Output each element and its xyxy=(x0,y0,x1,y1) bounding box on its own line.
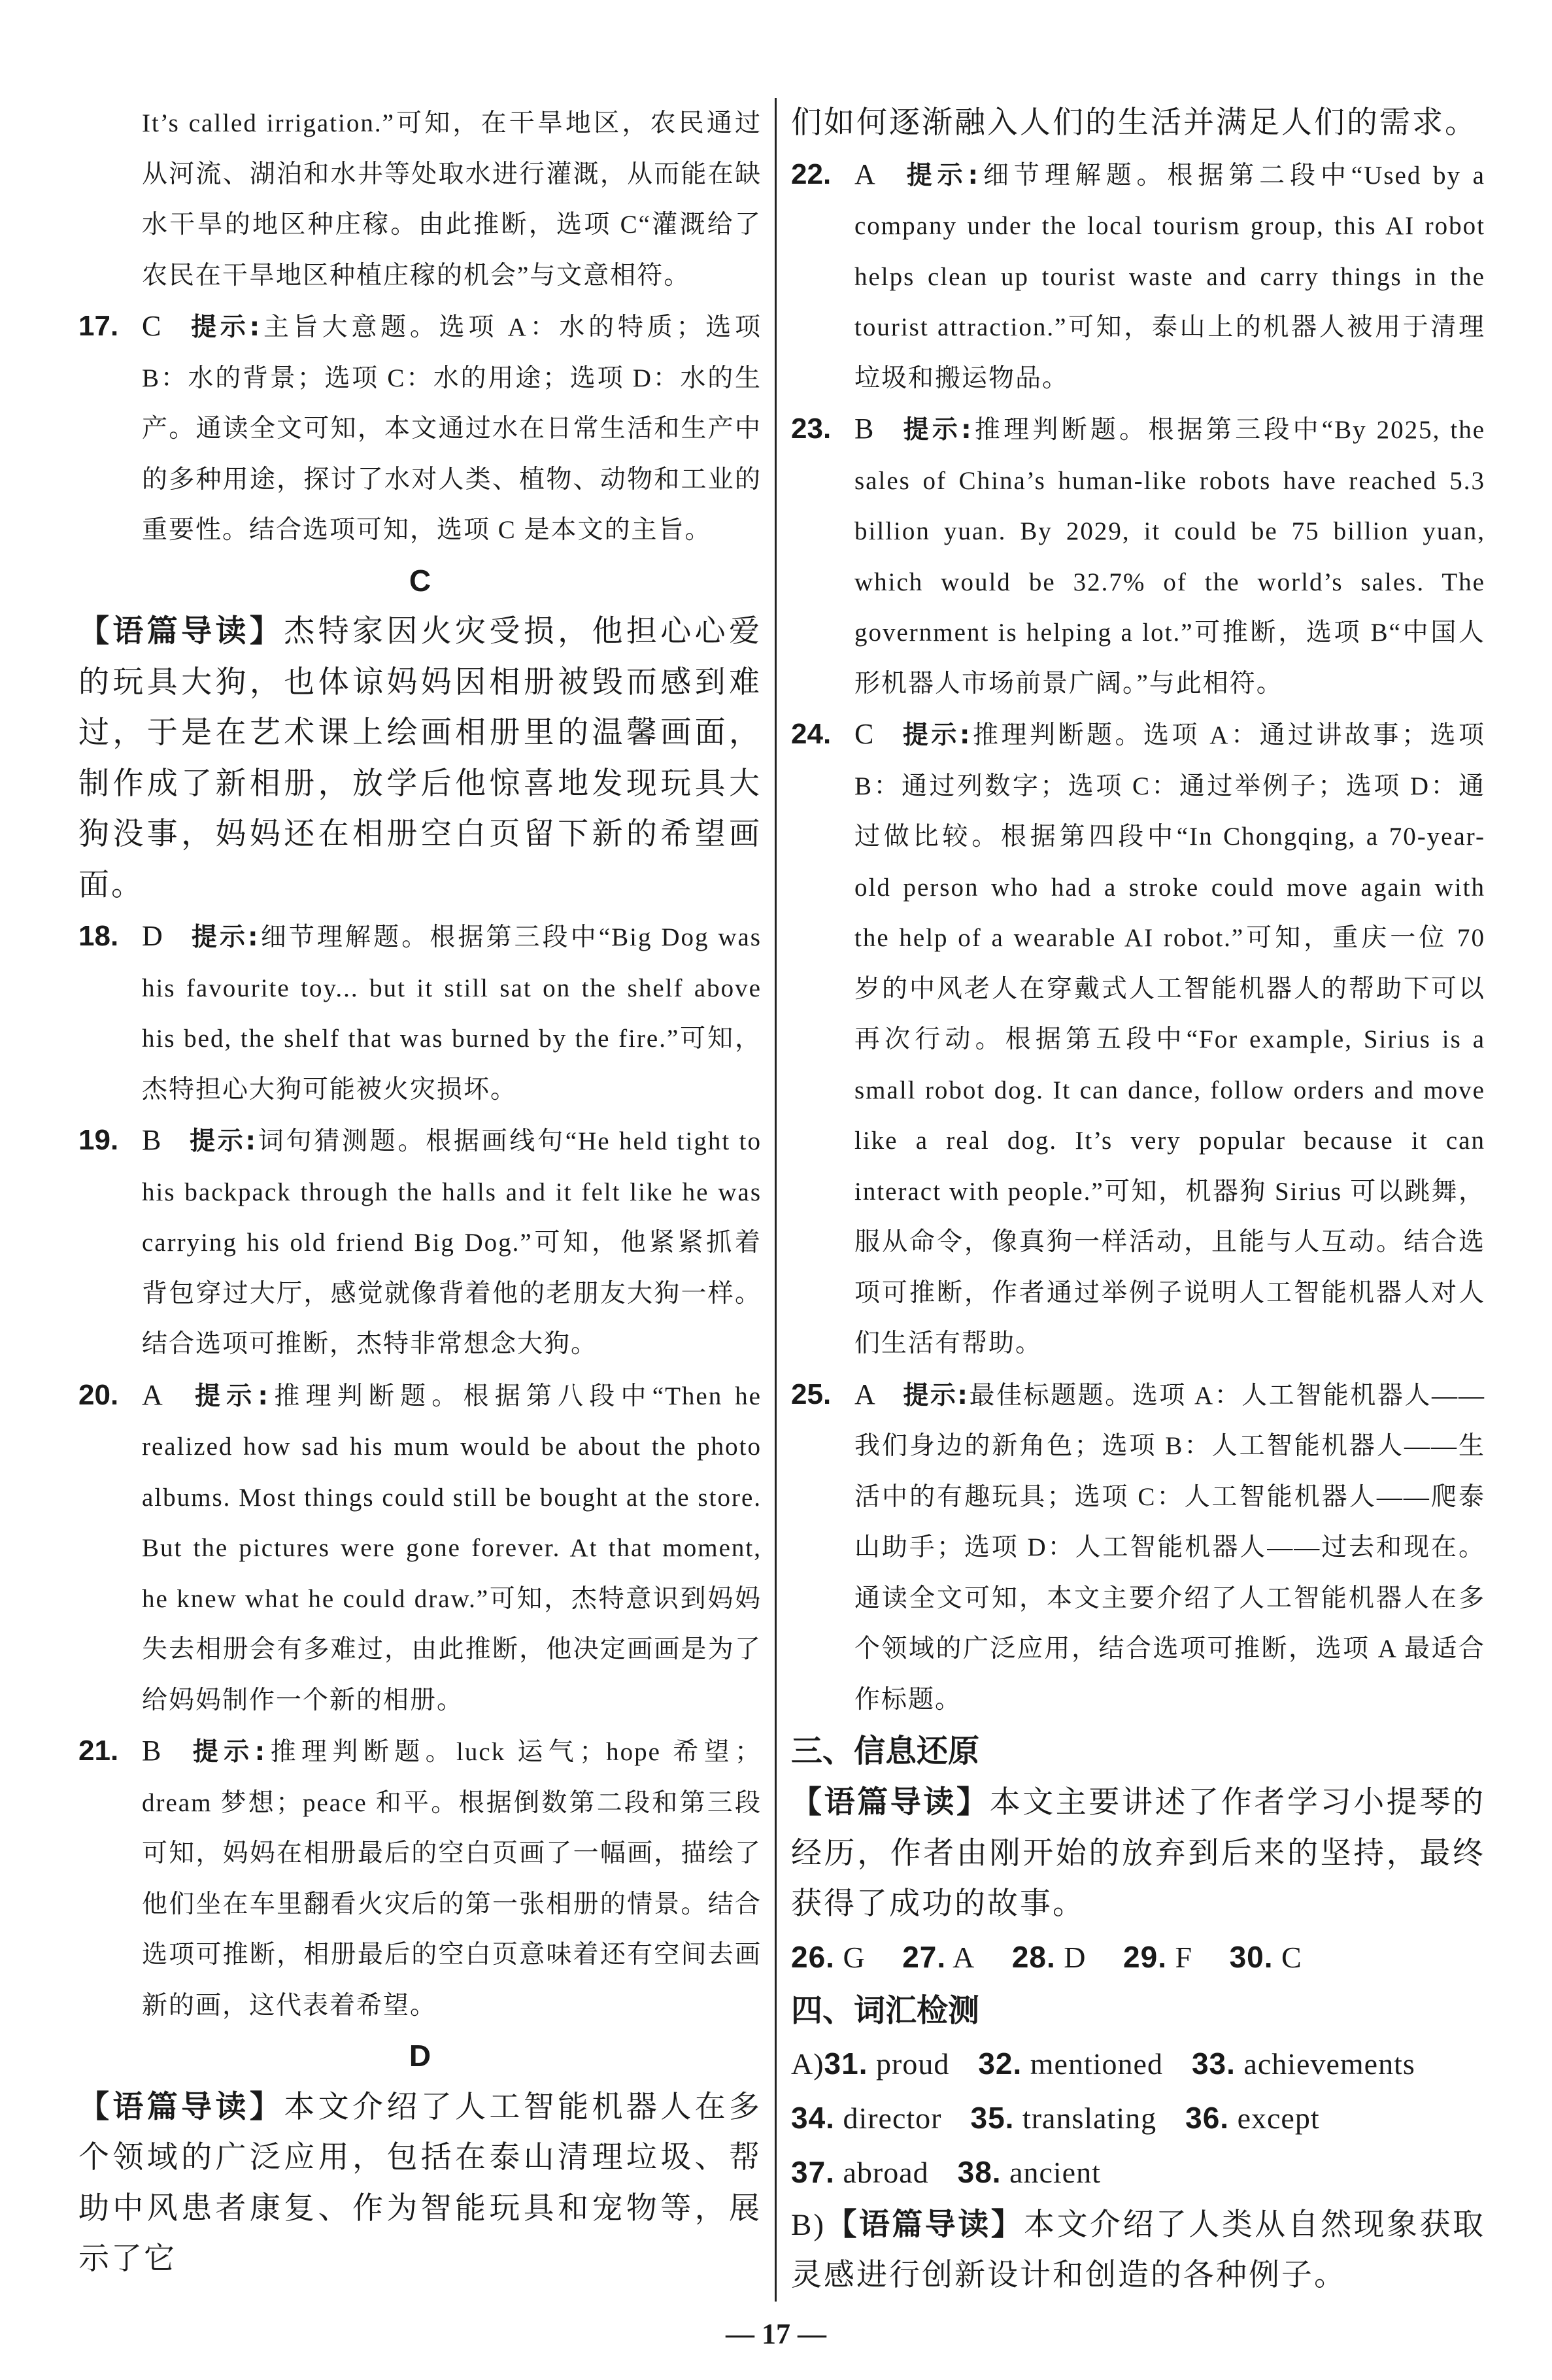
guide-d-continuation: 们如何逐渐融入人们的生活并满足人们的需求。 xyxy=(791,106,1477,140)
answer-letter: C xyxy=(142,310,163,342)
answer-20 xyxy=(78,1370,762,1726)
section-3-heading: 三、信息还原 xyxy=(791,1733,980,1769)
answer-letter: A xyxy=(142,1378,164,1411)
guide-c xyxy=(78,606,762,911)
answer-22 xyxy=(791,149,1485,404)
guide-tag: 【语篇导读】 xyxy=(78,613,284,649)
vocab-word: ancient xyxy=(1009,2155,1101,2189)
two-column-layout xyxy=(78,98,1485,2302)
answer-21 xyxy=(78,1726,762,2031)
answer-30: 30. C xyxy=(1229,1939,1302,1974)
answer-letter: B xyxy=(854,413,875,445)
answer-29: 29. F xyxy=(1123,1939,1193,1974)
hint-label: 提示: xyxy=(902,160,980,190)
vocab-word: mentioned xyxy=(1030,2047,1163,2081)
answer-letter: A xyxy=(854,158,877,190)
hint-label: 提示: xyxy=(188,313,261,342)
hint-text: 主旨大意题。选项 A：水的特质；选项 B：水的背景；选项 C：水的用途；选项 D：水的生产。通读全文可知，本文通过水在日常生活和生产中的多种用途，探讨了水对人类、植物、动物和工业的重要性。结合选项可知，选项 C 是本文的主旨。 xyxy=(142,313,762,544)
answer-23 xyxy=(791,403,1485,709)
question-number: 24. xyxy=(791,718,832,750)
vocab-line-1: A)31. proud 32. mentioned 33. achievements xyxy=(791,2046,1415,2081)
hint-label: 提示: xyxy=(190,923,260,952)
answer-letter: B xyxy=(142,1124,163,1156)
answer-27: 27. A xyxy=(902,1939,975,1974)
q16-continuation: It’s called irrigation.”可知，在干旱地区，农民通过从河流、湖泊和水井等处取水进行灌溉，从而能在缺水干旱的地区种庄稼。由此推断，选项 C“灌溉给了农民在干旱地区种植庄稼的机会”与文意相符。 xyxy=(142,109,762,290)
part-a-label: A) xyxy=(791,2047,824,2081)
answer-letter: D xyxy=(142,920,164,952)
answer-letter: A xyxy=(854,1378,877,1410)
question-number: 17. xyxy=(78,310,119,342)
hint-text: 推理判断题。根据第八段中“Then he realized how sad his mum would be about the photo albums. Most things could still be bought at the store. But the pictures were gone forever. At that moment, he knew what he could draw.”可知，杰特意识到妈妈失去相册会有多难过，由此推断，他决定画画是为了给妈妈制作一个新的相册。 xyxy=(142,1382,762,1714)
vocab-word: achievements xyxy=(1243,2047,1415,2081)
left-column xyxy=(78,98,768,2302)
question-number: 22. xyxy=(791,158,832,190)
page-number: — 17 — xyxy=(726,2317,826,2350)
answer-letter: B xyxy=(142,1735,163,1767)
guide-b xyxy=(791,2200,1485,2302)
guide-text: 杰特家因火灾受损，他担心心爱的玩具大狗，也体谅妈妈因相册被毁而感到难过，于是在艺术课上绘画相册里的温馨画面，制作成了新相册，放学后他惊喜地发现玩具大狗没事，妈妈还在相册空白页留下新的希望画面。 xyxy=(78,615,762,902)
part-b-label: B) xyxy=(791,2207,826,2242)
hint-label: 提示: xyxy=(902,1380,969,1410)
guide-d xyxy=(78,2082,762,2285)
answers-26-30 xyxy=(791,1930,1485,1984)
vocab-word: director xyxy=(843,2101,942,2135)
question-number: 20. xyxy=(78,1378,119,1411)
right-column xyxy=(791,98,1485,2302)
vocab-line-2: 34. director 35. translating 36. except xyxy=(791,2100,1320,2135)
vocab-word: abroad xyxy=(843,2155,929,2189)
section-4-heading: 四、词汇检测 xyxy=(791,1992,980,2029)
answer-19 xyxy=(78,1115,762,1370)
hint-label: 提示: xyxy=(901,415,973,445)
hint-text: 推理判断题。根据第三段中“By 2025, the sales of China’s human-like robots have reached 5.3 billion yuan. By 2029, it could be 75 billion yuan, which would be 32.7% of the world’s sales. The government is helping a lot.”可推断，选项 B“中国人形机器人市场前景广阔。”与此相符。 xyxy=(854,416,1485,698)
vocab-line-3: 37. abroad 38. ancient xyxy=(791,2154,1101,2189)
vocab-word: except xyxy=(1237,2101,1320,2135)
answer-18 xyxy=(78,911,762,1115)
guide-3 xyxy=(791,1777,1485,1930)
hint-label: 提示: xyxy=(190,1381,270,1411)
answer-17 xyxy=(78,301,762,556)
question-number: 23. xyxy=(791,413,832,445)
hint-text: 细节理解题。根据第三段中“Big Dog was his favourite toy... but it still sat on the shelf above his bed, the shelf that was burned by the fire.”可知，杰特担心大狗可能被火灾损坏。 xyxy=(142,923,762,1104)
question-number: 21. xyxy=(78,1735,119,1767)
answer-24 xyxy=(791,709,1485,1369)
vocab-word: translating xyxy=(1022,2101,1157,2135)
hint-text: 最佳标题题。选项 A：人工智能机器人——我们身边的新角色；选项 B：人工智能机器人——生活中的有趣玩具；选项 C：人工智能机器人——爬泰山助手；选项 D：人工智能机器人——过去和现在。通读全文可知，本文主要介绍了人工智能机器人在多个领域的广泛应用，结合选项可推断，选项 A 最适合作标题。 xyxy=(854,1381,1485,1714)
hint-text: 细节理解题。根据第二段中“Used by a company under the local tourism group, this AI robot helps clean up tourist waste and carry things in the tourist attraction.”可知，泰山上的机器人被用于清理垃圾和搬运物品。 xyxy=(854,161,1485,392)
hint-label: 提示: xyxy=(188,1737,267,1767)
hint-text: 词句猜测题。根据画线句“He held tight to his backpack through the halls and it felt like he was carrying his old friend Big Dog.”可知，他紧紧抓着背包穿过大厅，感觉就像背着他的老朋友大狗一样。结合选项可推断，杰特非常想念大狗。 xyxy=(142,1127,762,1358)
section-d-heading: D xyxy=(409,2039,431,2073)
hint-label: 提示: xyxy=(901,721,971,750)
guide-tag: 【语篇导读】 xyxy=(826,2206,1024,2243)
column-divider xyxy=(775,98,777,2302)
guide-tag: 【语篇导读】 xyxy=(78,2088,284,2125)
guide-text: 本文介绍了人工智能机器人在多个领域的广泛应用，包括在泰山清理垃圾、帮助中风患者康复、作为智能玩具和宠物等，展示了它 xyxy=(78,2090,762,2276)
vocab-word: proud xyxy=(876,2047,950,2081)
guide-tag: 【语篇导读】 xyxy=(791,1784,990,1820)
hint-text: 推理判断题。luck 运气；hope 希望；dream 梦想；peace 和平。根据倒数第二段和第三段可知，妈妈在相册最后的空白页画了一幅画，描绘了他们坐在车里翻看火灾后的第一张相册的情景。结合选项可推断，相册最后的空白页意味着还有空间去画新的画，这代表着希望。 xyxy=(142,1738,762,2020)
guide-text: 本文主要讲述了作者学习小提琴的经历，作者由刚开始的放弃到后来的坚持，最终获得了成功的故事。 xyxy=(791,1786,1486,1921)
answer-26: 26. G xyxy=(791,1939,866,1974)
question-number: 19. xyxy=(78,1124,119,1156)
answer-25 xyxy=(791,1369,1485,1726)
answer-letter: C xyxy=(854,718,875,750)
answer-28: 28. D xyxy=(1011,1939,1087,1974)
hint-label: 提示: xyxy=(188,1127,258,1156)
guide-text: 本文介绍了人类从自然现象获取灵感进行创新设计和创造的各种例子。 xyxy=(791,2207,1486,2292)
question-number: 18. xyxy=(78,920,119,952)
section-c-heading: C xyxy=(409,563,431,598)
hint-text: 推理判断题。选项 A：通过讲故事；选项 B：通过列数字；选项 C：通过举例子；选项 D：通过做比较。根据第四段中“In Chongqing, a 70-year-old person who had a stroke could move again with the help of a wearable AI robot.”可知，重庆一位 70 岁的中风老人在穿戴式人工智能机器人的帮助下可以再次行动。根据第五段中“For example, Sirius is a small robot dog. It can dance, follow orders and move like a real dog. It’s very popular because it can interact with people.”可知，机器狗 Sirius 可以跳舞，服从命令，像真狗一样活动，且能与人互动。结合选项可推断，作者通过举例子说明人工智能机器人对人们生活有帮助。 xyxy=(854,721,1485,1357)
question-number: 25. xyxy=(791,1378,832,1410)
